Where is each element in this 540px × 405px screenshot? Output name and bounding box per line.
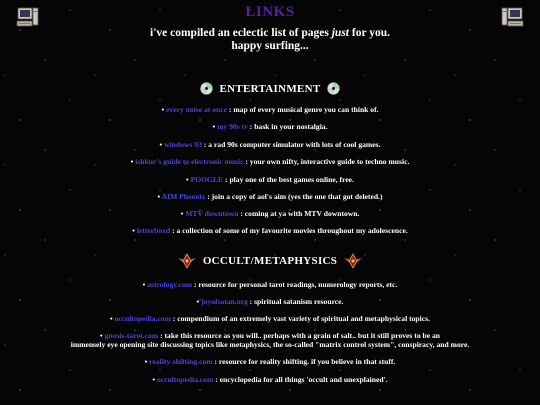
intro-part2: for you. <box>351 27 390 39</box>
list-item: • reality-shifting.com : resource for reality shifting. if you believe in that stuff. <box>144 357 396 366</box>
link-my-90s-tv[interactable]: my 90s tv <box>217 122 248 131</box>
link-poogle[interactable]: POOGLE <box>190 175 224 184</box>
link-letterboxd[interactable]: letterboxd <box>136 226 171 235</box>
link-gnosis-tarot[interactable]: gnosis-tarot.com <box>104 331 159 340</box>
list-item: • every noise at once : map of every musical genre you can think of. <box>161 105 379 114</box>
list-item: • ishkur's guide to electronic music : your own nifty, interactive guide to techno music. <box>130 157 410 166</box>
item-desc: : map of every musical genre you can think of. <box>228 105 379 114</box>
link-windows-93[interactable]: windows 93 <box>164 140 202 149</box>
item-desc: : coming at ya with MTV downtown. <box>240 209 360 218</box>
entertainment-heading <box>0 82 540 95</box>
item-desc: : spiritual satanism resource. <box>249 297 344 306</box>
page-title: LINKS <box>245 4 295 20</box>
item-desc: : your own nifty, interactive guide to techno music. <box>245 157 410 166</box>
item-desc: : a collection of some of my favourite movies throughout my adolescence. <box>172 226 408 235</box>
item-desc: : join a copy of aol's aim (yes the one that got deleted.) <box>207 192 383 201</box>
link-ishkur[interactable]: ishkur's guide to electronic music <box>135 157 244 166</box>
winged-diamond-icon <box>343 253 363 269</box>
intro-emphasis: just <box>331 27 349 39</box>
link-mtv-downtown[interactable]: MTV downtown <box>185 209 239 218</box>
list-item: • POOGLE : play one of the best games online, free. <box>186 175 354 184</box>
list-item: • MTV downtown : coming at ya with MTV downtown. <box>180 209 360 218</box>
list-item: • AIM Phoenix : join a copy of aol's aim (yes the one that got deleted.) <box>157 192 383 201</box>
link-aim-phoenix[interactable]: AIM Phoenix <box>161 192 206 201</box>
item-desc: : compendium of an extremely vast variety of spiritual and metaphysical topics. <box>172 314 430 323</box>
link-astrology[interactable]: astrology.com <box>147 280 193 289</box>
list-item: • occultopedia.com : compendium of an extremely vast variety of spiritual and metaphysical topics. <box>110 314 430 323</box>
list-item: • occultopedia.com : encyclopedia for all things 'occult and unexplained'. <box>152 375 388 384</box>
occult-heading-text: OCCULT/METAPHYSICS <box>202 255 338 267</box>
entertainment-heading-text: ENTERTAINMENT <box>219 82 321 95</box>
list-item: • letterboxd : a collection of some of my favourite movies throughout my adolescence. <box>132 226 408 235</box>
link-occultopedia-2[interactable]: occultopedia.com <box>156 375 214 384</box>
item-desc: : resource for personal tarot readings, numerology reports, etc. <box>193 280 398 289</box>
item-desc: : a rad 90s computer simulator with lots of cool games. <box>203 140 381 149</box>
item-desc: : take this resource as you will.. perhaps with a grain of salt.. but it still proves to be an <box>160 331 441 340</box>
item-desc: : encyclopedia for all things 'occult and unexplained'. <box>215 375 388 384</box>
intro-line2: happy surfing... <box>231 40 309 52</box>
occult-heading <box>0 253 540 269</box>
list-item: • windows 93 : a rad 90s computer simulator with lots of cool games. <box>159 140 381 149</box>
cd-disc-icon <box>327 82 340 95</box>
list-item: • gnosis-tarot.com : take this resource as you will.. perhaps with a grain of salt.. but it still proves to be an immensely eye opening site discussing topics like metaphysics, the so-called "matrix control system", conspiracy, and more. <box>70 331 470 349</box>
list-item: • joyofsatan.org : spiritual satanism resource. <box>196 297 344 306</box>
item-desc: : play one of the best games online, free. <box>225 175 354 184</box>
item-desc: : bask in your nostalgia. <box>249 122 328 131</box>
link-every-noise[interactable]: every noise at once <box>166 105 227 114</box>
cd-disc-icon <box>200 82 213 95</box>
intro-text <box>0 27 540 53</box>
link-reality-shifting[interactable]: reality-shifting.com <box>149 357 213 366</box>
list-item: • my 90s tv : bask in your nostalgia. <box>212 122 328 131</box>
winged-diamond-icon <box>177 253 197 269</box>
item-desc: : resource for reality shifting. if you believe in that stuff. <box>214 357 396 366</box>
item-desc-continued: immensely eye opening site discussing topics like metaphysics, the so-called "matrix control system", conspiracy, and more. <box>70 340 470 349</box>
list-item: • astrology.com : resource for personal tarot readings, numerology reports, etc. <box>142 280 398 289</box>
intro-part1: i've compiled an eclectic list of pages <box>150 27 329 39</box>
link-joy-of-satan[interactable]: joyofsatan.org <box>201 297 248 306</box>
link-occultopedia[interactable]: occultopedia.com <box>114 314 171 323</box>
